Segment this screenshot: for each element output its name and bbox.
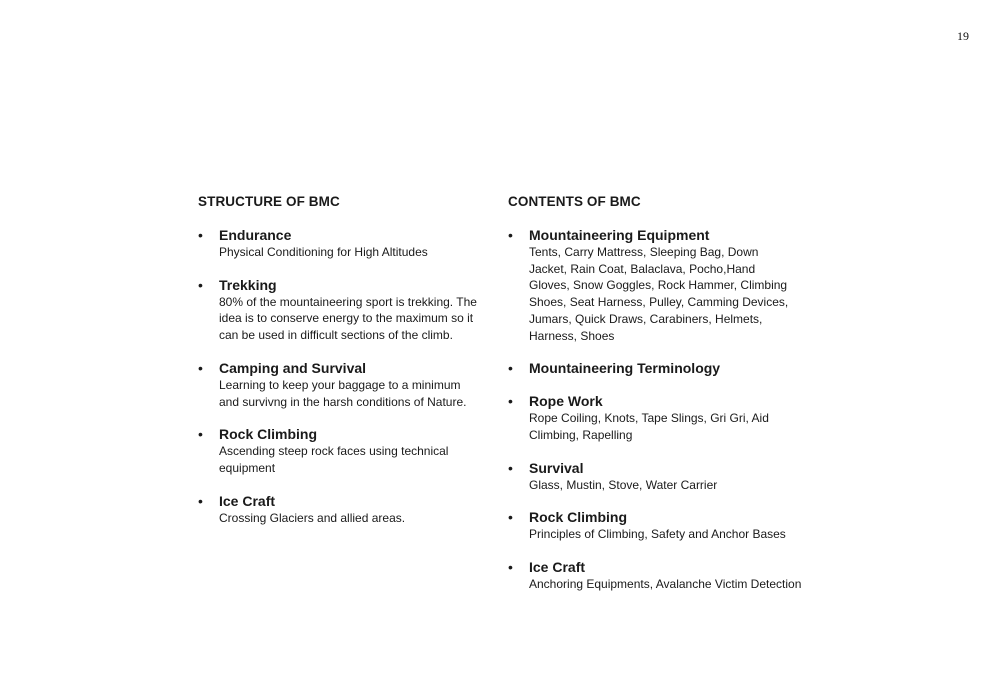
bullet-icon: • <box>508 393 513 410</box>
list-item-rock-climbing <box>198 426 483 476</box>
item-title: Ice Craft <box>529 559 586 576</box>
item-title: Ice Craft <box>219 492 276 509</box>
list-item-ice-craft <box>198 493 483 527</box>
bullet-icon: • <box>198 227 203 243</box>
item-description: Ascending steep rock faces using technical equipment <box>219 444 449 475</box>
item-title: Mountaineering Equipment <box>529 227 710 243</box>
item-title: Survival <box>529 459 584 476</box>
bullet-icon: • <box>508 360 513 377</box>
contents-of-bmc-section <box>508 193 808 609</box>
item-title: Mountaineering Terminology <box>529 360 721 377</box>
item-description: Rope Coiling, Knots, Tape Slings, Gri Gri, Aid Climbing, Rapelling <box>529 411 769 442</box>
bullet-icon: • <box>198 359 203 376</box>
list-item-mountaineering-terminology <box>508 360 808 377</box>
item-description: 80% of the mountaineering sport is trekking. The idea is to conserve energy to the maximum so it can be used in difficult sections of the climb. <box>219 294 477 343</box>
bullet-icon: • <box>198 276 203 293</box>
bullet-icon: • <box>508 459 513 476</box>
list-item-trekking <box>198 277 483 344</box>
bullet-icon: • <box>508 227 513 243</box>
item-title: Rope Work <box>529 393 603 410</box>
bullet-icon: • <box>508 509 513 526</box>
bullet-icon: • <box>198 492 203 509</box>
list-item-rock-climbing <box>508 509 808 543</box>
structure-heading: STRUCTURE OF BMC <box>198 194 340 209</box>
list-item-ice-craft <box>508 559 808 593</box>
list-item-camping-and-survival <box>198 360 483 410</box>
page-number: 19 <box>957 29 969 43</box>
item-description: Physical Conditioning for High Altitudes <box>219 245 428 259</box>
bullet-icon: • <box>508 559 513 576</box>
list-item-rope-work <box>508 393 808 443</box>
item-title: Camping and Survival <box>219 359 367 376</box>
bullet-icon: • <box>198 426 203 443</box>
list-item-survival <box>508 460 808 494</box>
item-description: Anchoring Equipments, Avalanche Victim Detection <box>529 577 802 592</box>
item-title: Rock Climbing <box>219 426 318 443</box>
item-description: Principles of Climbing, Safety and Anchor Bases <box>529 527 786 542</box>
item-title: Rock Climbing <box>529 509 628 526</box>
contents-heading: CONTENTS OF BMC <box>508 194 641 209</box>
list-item-endurance <box>198 227 483 261</box>
structure-of-bmc-section <box>198 193 483 542</box>
item-description: Learning to keep your baggage to a minimum and survivng in the harsh conditions of Nature. <box>219 377 467 409</box>
item-title: Trekking <box>219 276 277 293</box>
item-description: Glass, Mustin, Stove, Water Carrier <box>529 477 718 492</box>
list-item-mountaineering-equipment <box>508 227 808 344</box>
item-description: Crossing Glaciers and allied areas. <box>219 510 406 525</box>
item-description: Tents, Carry Mattress, Sleeping Bag, Down Jacket, Rain Coat, Balaclava, Pocho,Hand Gloves, Snow Goggles, Rock Hammer, Climbing Shoes, Seat Harness, Pulley, Camming Devices, Jumars, Quick Draws, Carabiners, Helmets, Harness, Shoes <box>529 245 789 343</box>
item-title: Endurance <box>219 227 292 243</box>
